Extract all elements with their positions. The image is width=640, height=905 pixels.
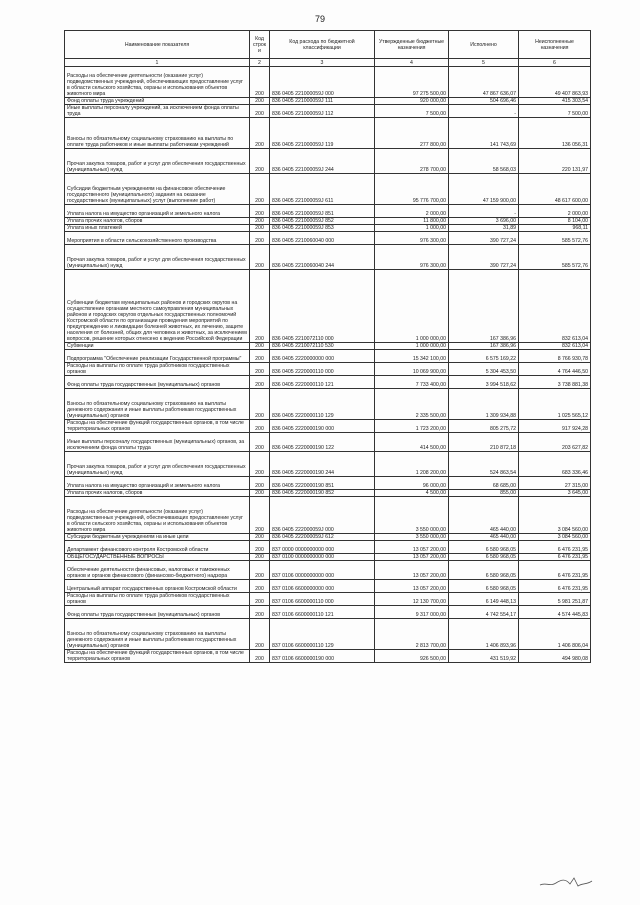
row-executed: 141 743,69 [449, 118, 519, 149]
row-executed: 6 580 968,05 [449, 554, 519, 561]
row-remaining: 832 613,04 [519, 343, 591, 350]
row-budget-code: 836 0405 2220000190 852 [270, 490, 375, 497]
row-executed: 47 159 900,00 [449, 174, 519, 205]
row-remaining: 5 981 251,87 [519, 593, 591, 606]
row-name: Фонд оплаты труда государственных (муниципальных) органов [65, 376, 250, 389]
row-budget-code: 836 0405 2220000190 244 [270, 452, 375, 477]
row-budget-code: 837 0100 0000000000 000 [270, 554, 375, 561]
header-row [65, 31, 591, 59]
row-line-code: 200 [250, 343, 270, 350]
row-remaining: 683 336,46 [519, 452, 591, 477]
row-executed: 805 275,72 [449, 420, 519, 433]
row-executed: 68 685,00 [449, 477, 519, 490]
table-row [65, 619, 591, 650]
row-executed: 6 580 968,05 [449, 580, 519, 593]
row-remaining: 6 476 231,95 [519, 561, 591, 580]
row-line-code: 200 [250, 561, 270, 580]
row-remaining: 6 476 231,95 [519, 554, 591, 561]
row-budget-code: 836 0405 221000059J 611 [270, 174, 375, 205]
table-row [65, 225, 591, 232]
row-name: Расходы на выплаты по оплате труда работников государственных органов [65, 593, 250, 606]
row-line-code: 200 [250, 270, 270, 343]
row-approved: 2 335 500,00 [375, 389, 449, 420]
row-remaining: 7 500,00 [519, 105, 591, 118]
row-approved: 7 500,00 [375, 105, 449, 118]
table-row [65, 389, 591, 420]
row-name: Взносы по обязательному социальному страхованию на выплаты по оплате труда работников и иные выплаты работникам учреждений [65, 118, 250, 149]
row-remaining: 220 131,97 [519, 149, 591, 174]
row-remaining: 3 738 881,38 [519, 376, 591, 389]
row-executed: - [449, 205, 519, 218]
row-name: Уплата налога на имущество организаций и земельного налога [65, 477, 250, 490]
row-line-code: 200 [250, 363, 270, 376]
table-row [65, 363, 591, 376]
row-executed: 6 580 968,05 [449, 541, 519, 554]
row-remaining: 968,11 [519, 225, 591, 232]
header-budget-code: Код расхода по бюджетной классификации [270, 31, 375, 59]
header-name: Наименование показателя [65, 31, 250, 59]
column-number: 5 [449, 59, 519, 67]
row-approved: 13 057 200,00 [375, 541, 449, 554]
row-approved: 2 000,00 [375, 205, 449, 218]
table-row [65, 174, 591, 205]
row-line-code: 200 [250, 433, 270, 452]
row-name: Уплата налога на имущество организаций и земельного налога [65, 205, 250, 218]
row-executed: 210 872,18 [449, 433, 519, 452]
budget-execution-table [64, 30, 591, 663]
table-row [65, 118, 591, 149]
row-budget-code: 837 0106 6600000110 129 [270, 619, 375, 650]
table-row [65, 376, 591, 389]
row-name: Обеспечение деятельности финансовых, налоговых и таможенных органов и органов финансового (финансово-бюджетного) надзора [65, 561, 250, 580]
row-budget-code: 836 0405 2210072110 000 [270, 270, 375, 343]
row-remaining: 1 025 565,12 [519, 389, 591, 420]
table-row [65, 477, 591, 490]
table-row [65, 420, 591, 433]
row-name: Мероприятия в области сельскохозяйственного производства [65, 232, 250, 245]
row-budget-code: 836 0405 2220000110 129 [270, 389, 375, 420]
row-budget-code: 837 0106 6600000110 000 [270, 593, 375, 606]
row-line-code: 200 [250, 554, 270, 561]
row-name: Уплата иных платежей [65, 225, 250, 232]
row-line-code: 200 [250, 149, 270, 174]
table-row [65, 232, 591, 245]
table-row [65, 452, 591, 477]
row-budget-code: 837 0000 0000000000 000 [270, 541, 375, 554]
row-line-code: 200 [250, 534, 270, 541]
row-line-code: 200 [250, 245, 270, 270]
row-remaining: 3 084 560,00 [519, 497, 591, 534]
row-approved: 13 057 200,00 [375, 580, 449, 593]
row-remaining: 48 617 600,00 [519, 174, 591, 205]
row-executed: 31,89 [449, 225, 519, 232]
column-number: 3 [270, 59, 375, 67]
header-approved: Утвержденные бюджетные назначения [375, 31, 449, 59]
row-line-code: 200 [250, 389, 270, 420]
row-line-code: 200 [250, 497, 270, 534]
row-name: Иные выплаты персоналу учреждений, за исключением фонда оплаты труда [65, 105, 250, 118]
row-approved: 920 000,00 [375, 98, 449, 105]
table-row [65, 245, 591, 270]
row-budget-code: 836 0405 221000059J 852 [270, 218, 375, 225]
row-budget-code: 836 0405 2220000000 000 [270, 350, 375, 363]
column-number-row [65, 59, 591, 67]
handwritten-mark-icon [538, 875, 594, 889]
row-name: Взносы по обязательному социальному страхованию на выплаты денежного содержания и иные выплаты работникам государственных (муниципальных) органов [65, 619, 250, 650]
row-name: Уплата прочих налогов, сборов [65, 218, 250, 225]
row-name: Фонд оплаты труда государственных (муниципальных) органов [65, 606, 250, 619]
row-executed: 4 742 554,17 [449, 606, 519, 619]
row-approved: 13 057 200,00 [375, 554, 449, 561]
row-approved: 97 275 500,00 [375, 67, 449, 98]
table-row [65, 270, 591, 343]
row-executed: 6 575 169,22 [449, 350, 519, 363]
row-line-code: 200 [250, 118, 270, 149]
row-budget-code: 837 0106 6600000000 000 [270, 580, 375, 593]
row-line-code: 200 [250, 205, 270, 218]
row-remaining: 27 315,00 [519, 477, 591, 490]
row-name: Центральный аппарат государственных органов Костромской области [65, 580, 250, 593]
table-row [65, 534, 591, 541]
row-name: Взносы по обязательному социальному страхованию на выплаты денежного содержания и иные выплаты работникам государственных (муниципальных) органов [65, 389, 250, 420]
header-line-code: Код строк и [250, 31, 270, 59]
row-budget-code: 836 0405 221000059J 000 [270, 67, 375, 98]
table-row [65, 433, 591, 452]
row-name: Расходы на обеспечение деятельности (оказание услуг) подведомственных учреждений, обеспечивающих предоставление услуг в области сельского хозяйства, охраны и использования объектов животного мира [65, 497, 250, 534]
row-remaining: 49 407 863,93 [519, 67, 591, 98]
table-row [65, 98, 591, 105]
row-executed: 3 696,00 [449, 218, 519, 225]
row-approved: 15 342 100,00 [375, 350, 449, 363]
row-executed: 524 863,54 [449, 452, 519, 477]
row-approved: 9 317 000,00 [375, 606, 449, 619]
row-approved: 11 800,00 [375, 218, 449, 225]
row-remaining: 415 303,54 [519, 98, 591, 105]
row-line-code: 200 [250, 67, 270, 98]
row-line-code: 200 [250, 350, 270, 363]
row-line-code: 200 [250, 174, 270, 205]
row-line-code: 200 [250, 452, 270, 477]
table-row [65, 593, 591, 606]
column-number: 6 [519, 59, 591, 67]
row-line-code: 200 [250, 225, 270, 232]
row-executed: - [449, 105, 519, 118]
row-remaining: 585 572,76 [519, 245, 591, 270]
row-budget-code: 836 0405 222000059J 000 [270, 497, 375, 534]
row-remaining: 4 764 446,50 [519, 363, 591, 376]
table-row [65, 67, 591, 98]
row-line-code: 200 [250, 218, 270, 225]
table-row [65, 105, 591, 118]
row-approved: 1 000,00 [375, 225, 449, 232]
row-budget-code: 837 0106 6600000110 121 [270, 606, 375, 619]
row-budget-code: 836 0405 2210060040 244 [270, 245, 375, 270]
row-executed: 167 386,96 [449, 270, 519, 343]
row-approved: 3 550 000,00 [375, 497, 449, 534]
header-remaining: Неисполненные назначения [519, 31, 591, 59]
header-executed: Исполнено [449, 31, 519, 59]
row-executed: 504 696,46 [449, 98, 519, 105]
row-remaining: 832 613,04 [519, 270, 591, 343]
row-budget-code: 836 0405 221000059J 244 [270, 149, 375, 174]
table-row [65, 343, 591, 350]
row-line-code: 200 [250, 650, 270, 663]
row-line-code: 200 [250, 541, 270, 554]
row-name: Субвенции бюджетам муниципальных районов и городских округов на осуществление органами местного самоуправления муниципальных районов и городских округов отдельных государственных полномочий Костромской области по организации проведения мероприятий по предупреждению и ликвидации болезней животных, их лечению, защите населения от болезней, общих для человека и животных, за исключением вопросов, решение которых отнесено к ведению Российской Федерации [65, 270, 250, 343]
row-remaining: 2 000,00 [519, 205, 591, 218]
row-approved: 7 733 400,00 [375, 376, 449, 389]
row-executed: 6 580 968,05 [449, 561, 519, 580]
row-name: Расходы на обеспечение функций государственных органов, в том числе территориальных органов [65, 650, 250, 663]
row-remaining: 8 766 930,78 [519, 350, 591, 363]
row-name: Расходы на обеспечение функций государственных органов, в том числе территориальных органов [65, 420, 250, 433]
row-remaining: 6 476 231,95 [519, 541, 591, 554]
row-budget-code: 836 0405 2210060040 000 [270, 232, 375, 245]
row-executed: 465 440,00 [449, 534, 519, 541]
row-executed: 465 440,00 [449, 497, 519, 534]
row-remaining: 136 056,31 [519, 118, 591, 149]
row-line-code: 200 [250, 376, 270, 389]
table-row [65, 218, 591, 225]
row-remaining: 8 104,00 [519, 218, 591, 225]
row-remaining: 1 406 806,04 [519, 619, 591, 650]
row-remaining: 917 924,28 [519, 420, 591, 433]
row-line-code: 200 [250, 490, 270, 497]
row-line-code: 200 [250, 593, 270, 606]
row-budget-code: 836 0405 2210072110 530 [270, 343, 375, 350]
row-approved: 1 000 000,00 [375, 343, 449, 350]
row-approved: 4 500,00 [375, 490, 449, 497]
row-name: Субсидии бюджетным учреждениям на финансовое обеспечение государственного (муниципального) задания на оказание государственных (муниципальных) услуг (выполнение работ) [65, 174, 250, 205]
row-approved: 96 000,00 [375, 477, 449, 490]
table-row [65, 205, 591, 218]
row-budget-code: 837 0106 0000000000 000 [270, 561, 375, 580]
row-budget-code: 836 0405 221000059J 853 [270, 225, 375, 232]
row-budget-code: 836 0405 221000059J 111 [270, 98, 375, 105]
row-line-code: 200 [250, 232, 270, 245]
row-name: Уплата прочих налогов, сборов [65, 490, 250, 497]
row-executed: 855,00 [449, 490, 519, 497]
row-name: Прочая закупка товаров, работ и услуг для обеспечения государственных (муниципальных) нужд [65, 245, 250, 270]
column-number: 1 [65, 59, 250, 67]
row-budget-code: 836 0405 2220000110 121 [270, 376, 375, 389]
row-name: Прочая закупка товаров, работ и услуг для обеспечения государственных (муниципальных) нужд [65, 452, 250, 477]
row-name: Субвенции [65, 343, 250, 350]
row-budget-code: 837 0106 6600000190 000 [270, 650, 375, 663]
column-number: 2 [250, 59, 270, 67]
row-approved: 2 813 700,00 [375, 619, 449, 650]
row-executed: 1 406 893,96 [449, 619, 519, 650]
row-remaining: 3 645,00 [519, 490, 591, 497]
table-row [65, 490, 591, 497]
row-approved: 926 500,00 [375, 650, 449, 663]
row-executed: 167 386,96 [449, 343, 519, 350]
row-approved: 10 069 900,00 [375, 363, 449, 376]
row-budget-code: 836 0405 2220000190 851 [270, 477, 375, 490]
row-budget-code: 836 0405 221000059J 851 [270, 205, 375, 218]
row-executed: 3 994 518,62 [449, 376, 519, 389]
row-approved: 12 130 700,00 [375, 593, 449, 606]
column-number: 4 [375, 59, 449, 67]
row-approved: 976 300,00 [375, 232, 449, 245]
table-row [65, 561, 591, 580]
row-line-code: 200 [250, 98, 270, 105]
row-budget-code: 836 0405 2220000190 122 [270, 433, 375, 452]
row-name: Подпрограмма "Обеспечение реализации Государственной программы" [65, 350, 250, 363]
row-approved: 1 723 200,00 [375, 420, 449, 433]
row-remaining: 3 084 560,00 [519, 534, 591, 541]
row-executed: 390 727,24 [449, 232, 519, 245]
row-line-code: 200 [250, 420, 270, 433]
row-budget-code: 836 0405 2220000190 000 [270, 420, 375, 433]
row-executed: 5 304 453,50 [449, 363, 519, 376]
row-executed: 47 867 636,07 [449, 67, 519, 98]
row-executed: 6 149 448,13 [449, 593, 519, 606]
row-name: ОБЩЕГОСУДАРСТВЕННЫЕ ВОПРОСЫ [65, 554, 250, 561]
row-remaining: 585 572,76 [519, 232, 591, 245]
row-line-code: 200 [250, 105, 270, 118]
row-remaining: 494 980,08 [519, 650, 591, 663]
row-budget-code: 836 0405 221000059J 112 [270, 105, 375, 118]
row-approved: 1 000 000,00 [375, 270, 449, 343]
table-row [65, 350, 591, 363]
row-budget-code: 836 0405 222000059J 612 [270, 534, 375, 541]
row-approved: 95 776 700,00 [375, 174, 449, 205]
table-row [65, 149, 591, 174]
row-name: Фонд оплаты труда учреждений [65, 98, 250, 105]
table-row [65, 554, 591, 561]
row-approved: 976 300,00 [375, 245, 449, 270]
row-name: Расходы на выплаты по оплате труда работников государственных органов [65, 363, 250, 376]
row-executed: 431 519,92 [449, 650, 519, 663]
row-line-code: 200 [250, 477, 270, 490]
table-row [65, 580, 591, 593]
row-approved: 3 550 000,00 [375, 534, 449, 541]
table-row [65, 497, 591, 534]
row-executed: 1 309 934,88 [449, 389, 519, 420]
row-approved: 1 208 200,00 [375, 452, 449, 477]
table-row [65, 541, 591, 554]
row-line-code: 200 [250, 619, 270, 650]
row-remaining: 4 574 445,83 [519, 606, 591, 619]
row-remaining: 203 627,82 [519, 433, 591, 452]
row-approved: 414 500,00 [375, 433, 449, 452]
row-name: Субсидии бюджетным учреждениям на иные цели [65, 534, 250, 541]
row-remaining: 6 476 231,95 [519, 580, 591, 593]
page-number: 79 [314, 14, 325, 24]
row-name: Расходы на обеспечение деятельности (оказание услуг) подведомственных учреждений, обеспечивающих предоставление услуг в области сельского хозяйства, охраны и использования объектов животного мира [65, 67, 250, 98]
row-line-code: 200 [250, 606, 270, 619]
row-name: Прочая закупка товаров, работ и услуг для обеспечения государственных (муниципальных) нужд [65, 149, 250, 174]
row-executed: 58 568,03 [449, 149, 519, 174]
row-budget-code: 836 0405 2220000110 000 [270, 363, 375, 376]
row-name: Департамент финансового контроля Костромской области [65, 541, 250, 554]
table-row [65, 650, 591, 663]
row-executed: 390 727,24 [449, 245, 519, 270]
row-approved: 277 800,00 [375, 118, 449, 149]
row-approved: 13 057 200,00 [375, 561, 449, 580]
row-name: Иные выплаты персоналу государственных (муниципальных) органов, за исключением фонда оплаты труда [65, 433, 250, 452]
table-row [65, 606, 591, 619]
row-approved: 278 700,00 [375, 149, 449, 174]
table-body [65, 67, 591, 663]
row-budget-code: 836 0405 221000059J 119 [270, 118, 375, 149]
row-line-code: 200 [250, 580, 270, 593]
